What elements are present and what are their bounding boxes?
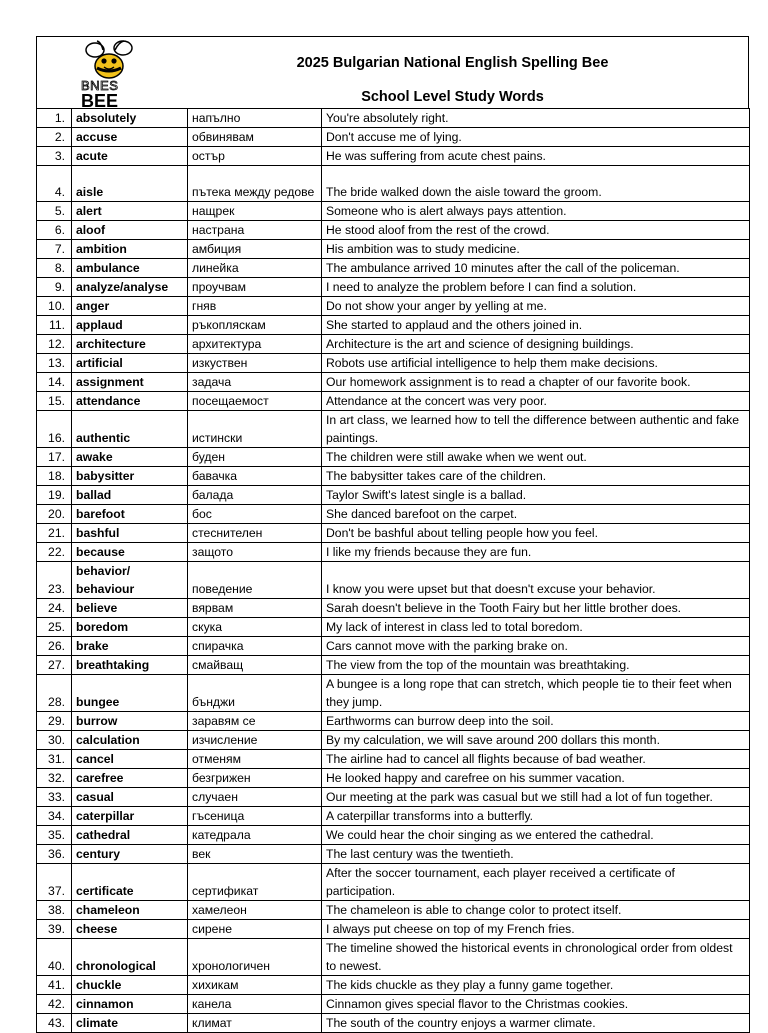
row-number: 11. [37, 316, 72, 335]
row-number: 32. [37, 769, 72, 788]
study-words-sheet [36, 36, 749, 1033]
table-row [37, 486, 750, 505]
example-sentence: She started to applaud and the others joined in. [322, 316, 750, 335]
example-sentence: His ambition was to study medicine. [322, 240, 750, 259]
row-number: 33. [37, 788, 72, 807]
row-number: 42. [37, 995, 72, 1014]
row-number: 17. [37, 448, 72, 467]
table-row [37, 562, 750, 599]
bulgarian-translation: изчисление [188, 731, 322, 750]
spelling-word: bashful [72, 524, 188, 543]
row-number: 38. [37, 901, 72, 920]
spelling-word: analyze/analyse [72, 278, 188, 297]
spelling-word: boredom [72, 618, 188, 637]
spelling-word: awake [72, 448, 188, 467]
table-row [37, 147, 750, 166]
spelling-word: cheese [72, 920, 188, 939]
example-sentence: I like my friends because they are fun. [322, 543, 750, 562]
example-sentence: I know you were upset but that doesn't excuse your behavior. [322, 562, 750, 599]
example-sentence: A caterpillar transforms into a butterfly. [322, 807, 750, 826]
example-sentence: Don't accuse me of lying. [322, 128, 750, 147]
row-number: 27. [37, 656, 72, 675]
spelling-word: authentic [72, 411, 188, 448]
spelling-word: acute [72, 147, 188, 166]
example-sentence: She danced barefoot on the carpet. [322, 505, 750, 524]
table-row [37, 221, 750, 240]
table-row [37, 166, 750, 202]
example-sentence: Attendance at the concert was very poor. [322, 392, 750, 411]
row-number: 12. [37, 335, 72, 354]
document-header [36, 36, 749, 108]
table-row [37, 901, 750, 920]
row-number: 19. [37, 486, 72, 505]
example-sentence: He stood aloof from the rest of the crowd. [322, 221, 750, 240]
example-sentence: By my calculation, we will save around 200 dollars this month. [322, 731, 750, 750]
example-sentence: I always put cheese on top of my French fries. [322, 920, 750, 939]
bulgarian-translation: буден [188, 448, 322, 467]
table-row [37, 524, 750, 543]
table-row [37, 807, 750, 826]
row-number: 36. [37, 845, 72, 864]
example-sentence: Don't be bashful about telling people how you feel. [322, 524, 750, 543]
bulgarian-translation: проучвам [188, 278, 322, 297]
bulgarian-translation: гъсеница [188, 807, 322, 826]
example-sentence: My lack of interest in class led to total boredom. [322, 618, 750, 637]
bulgarian-translation: напълно [188, 109, 322, 128]
bulgarian-translation: обвинявам [188, 128, 322, 147]
row-number: 5. [37, 202, 72, 221]
spelling-word: architecture [72, 335, 188, 354]
table-row [37, 448, 750, 467]
row-number: 43. [37, 1014, 72, 1033]
bulgarian-translation: остър [188, 147, 322, 166]
table-row [37, 505, 750, 524]
table-row [37, 618, 750, 637]
bulgarian-translation: истински [188, 411, 322, 448]
spelling-word: brake [72, 637, 188, 656]
spelling-word: caterpillar [72, 807, 188, 826]
spelling-word: artificial [72, 354, 188, 373]
example-sentence: The last century was the twentieth. [322, 845, 750, 864]
row-number: 1. [37, 109, 72, 128]
row-number: 14. [37, 373, 72, 392]
example-sentence: The airline had to cancel all flights because of bad weather. [322, 750, 750, 769]
example-sentence: Cars cannot move with the parking brake on. [322, 637, 750, 656]
spelling-word: behavior/ behaviour [72, 562, 188, 599]
bulgarian-translation: архитектура [188, 335, 322, 354]
example-sentence: Earthworms can burrow deep into the soil. [322, 712, 750, 731]
spelling-word: applaud [72, 316, 188, 335]
bulgarian-translation: отменям [188, 750, 322, 769]
bulgarian-translation: пътека между редове [188, 166, 322, 202]
table-row [37, 976, 750, 995]
table-row [37, 202, 750, 221]
bulgarian-translation: катедрала [188, 826, 322, 845]
bulgarian-translation: задача [188, 373, 322, 392]
table-row [37, 543, 750, 562]
example-sentence: The chameleon is able to change color to protect itself. [322, 901, 750, 920]
row-number: 22. [37, 543, 72, 562]
table-row [37, 373, 750, 392]
spelling-word: century [72, 845, 188, 864]
spelling-word: ambulance [72, 259, 188, 278]
bulgarian-translation: хамелеон [188, 901, 322, 920]
row-number: 4. [37, 166, 72, 202]
spelling-word: cathedral [72, 826, 188, 845]
bulgarian-translation: вярвам [188, 599, 322, 618]
row-number: 18. [37, 467, 72, 486]
bnes-bee-logo [77, 38, 141, 108]
bulgarian-translation: ръкопляскам [188, 316, 322, 335]
example-sentence: The timeline showed the historical events in chronological order from oldest to newest. [322, 939, 750, 976]
table-row [37, 240, 750, 259]
row-number: 29. [37, 712, 72, 731]
example-sentence: The babysitter takes care of the children. [322, 467, 750, 486]
table-row [37, 712, 750, 731]
example-sentence: Someone who is alert always pays attention. [322, 202, 750, 221]
spelling-word: bungee [72, 675, 188, 712]
document-title: 2025 Bulgarian National English Spelling Bee [296, 55, 609, 71]
spelling-word: breathtaking [72, 656, 188, 675]
spelling-word: ballad [72, 486, 188, 505]
example-sentence: Architecture is the art and science of designing buildings. [322, 335, 750, 354]
bulgarian-translation: защото [188, 543, 322, 562]
bulgarian-translation: сертификат [188, 864, 322, 901]
row-number: 3. [37, 147, 72, 166]
row-number: 20. [37, 505, 72, 524]
table-row [37, 467, 750, 486]
study-words-table [36, 108, 750, 1033]
spelling-word: chameleon [72, 901, 188, 920]
spelling-word: cancel [72, 750, 188, 769]
table-row [37, 656, 750, 675]
table-row [37, 769, 750, 788]
example-sentence: Sarah doesn't believe in the Tooth Fairy but her little brother does. [322, 599, 750, 618]
spelling-word: anger [72, 297, 188, 316]
spelling-word: casual [72, 788, 188, 807]
spelling-word: believe [72, 599, 188, 618]
bulgarian-translation: линейка [188, 259, 322, 278]
table-row [37, 316, 750, 335]
table-row [37, 637, 750, 656]
row-number: 10. [37, 297, 72, 316]
spelling-word: calculation [72, 731, 188, 750]
table-row [37, 675, 750, 712]
spelling-word: cinnamon [72, 995, 188, 1014]
bulgarian-translation: хронологичен [188, 939, 322, 976]
bulgarian-translation: безгрижен [188, 769, 322, 788]
bulgarian-translation: случаен [188, 788, 322, 807]
example-sentence: The bride walked down the aisle toward the groom. [322, 166, 750, 202]
spelling-word: attendance [72, 392, 188, 411]
row-number: 25. [37, 618, 72, 637]
table-row [37, 128, 750, 147]
table-row [37, 995, 750, 1014]
bulgarian-translation: климат [188, 1014, 322, 1033]
row-number: 2. [37, 128, 72, 147]
bulgarian-translation: заравям се [188, 712, 322, 731]
example-sentence: He was suffering from acute chest pains. [322, 147, 750, 166]
bulgarian-translation: хихикам [188, 976, 322, 995]
example-sentence: The view from the top of the mountain was breathtaking. [322, 656, 750, 675]
row-number: 8. [37, 259, 72, 278]
table-row [37, 788, 750, 807]
row-number: 15. [37, 392, 72, 411]
example-sentence: Our homework assignment is to read a chapter of our favorite book. [322, 373, 750, 392]
row-number: 9. [37, 278, 72, 297]
table-row [37, 920, 750, 939]
spelling-word: alert [72, 202, 188, 221]
example-sentence: The children were still awake when we went out. [322, 448, 750, 467]
bulgarian-translation: нащрек [188, 202, 322, 221]
example-sentence: Robots use artificial intelligence to help them make decisions. [322, 354, 750, 373]
table-row [37, 845, 750, 864]
table-row [37, 259, 750, 278]
example-sentence: You're absolutely right. [322, 109, 750, 128]
spelling-word: burrow [72, 712, 188, 731]
spelling-word: assignment [72, 373, 188, 392]
spelling-word: certificate [72, 864, 188, 901]
table-row [37, 1014, 750, 1033]
bulgarian-translation: поведение [188, 562, 322, 599]
table-row [37, 278, 750, 297]
bulgarian-translation: смайващ [188, 656, 322, 675]
bulgarian-translation: канела [188, 995, 322, 1014]
table-row [37, 826, 750, 845]
example-sentence: The ambulance arrived 10 minutes after the call of the policeman. [322, 259, 750, 278]
table-row [37, 109, 750, 128]
example-sentence: We could hear the choir singing as we entered the cathedral. [322, 826, 750, 845]
example-sentence: The kids chuckle as they play a funny game together. [322, 976, 750, 995]
row-number: 24. [37, 599, 72, 618]
table-row [37, 864, 750, 901]
spelling-word: chuckle [72, 976, 188, 995]
example-sentence: Do not show your anger by yelling at me. [322, 297, 750, 316]
table-row [37, 599, 750, 618]
row-number: 6. [37, 221, 72, 240]
table-row [37, 939, 750, 976]
row-number: 16. [37, 411, 72, 448]
row-number: 28. [37, 675, 72, 712]
bulgarian-translation: изкуствен [188, 354, 322, 373]
row-number: 23. [37, 562, 72, 599]
bulgarian-translation: век [188, 845, 322, 864]
bulgarian-translation: бавачка [188, 467, 322, 486]
example-sentence: Cinnamon gives special flavor to the Christmas cookies. [322, 995, 750, 1014]
spelling-word: accuse [72, 128, 188, 147]
example-sentence: A bungee is a long rope that can stretch, which people tie to their feet when they jump. [322, 675, 750, 712]
row-number: 13. [37, 354, 72, 373]
example-sentence: Taylor Swift's latest single is a ballad. [322, 486, 750, 505]
table-row [37, 731, 750, 750]
spelling-word: ambition [72, 240, 188, 259]
bulgarian-translation: бос [188, 505, 322, 524]
bulgarian-translation: стеснителен [188, 524, 322, 543]
logo-bee-text: BEE [81, 91, 119, 108]
spelling-word: aisle [72, 166, 188, 202]
row-number: 30. [37, 731, 72, 750]
row-number: 39. [37, 920, 72, 939]
study-words-body [37, 109, 750, 1033]
row-number: 41. [37, 976, 72, 995]
row-number: 37. [37, 864, 72, 901]
example-sentence: He looked happy and carefree on his summer vacation. [322, 769, 750, 788]
bulgarian-translation: гняв [188, 297, 322, 316]
row-number: 21. [37, 524, 72, 543]
spelling-word: climate [72, 1014, 188, 1033]
bulgarian-translation: скука [188, 618, 322, 637]
row-number: 40. [37, 939, 72, 976]
bulgarian-translation: балада [188, 486, 322, 505]
spelling-word: carefree [72, 769, 188, 788]
example-sentence: After the soccer tournament, each player received a certificate of participation. [322, 864, 750, 901]
logo-bnes-text: BNES [81, 78, 119, 93]
spelling-word: barefoot [72, 505, 188, 524]
row-number: 26. [37, 637, 72, 656]
spelling-word: chronological [72, 939, 188, 976]
example-sentence: The south of the country enjoys a warmer climate. [322, 1014, 750, 1033]
spelling-word: aloof [72, 221, 188, 240]
bulgarian-translation: спирачка [188, 637, 322, 656]
spelling-word: absolutely [72, 109, 188, 128]
bulgarian-translation: сирене [188, 920, 322, 939]
table-row [37, 750, 750, 769]
bulgarian-translation: посещаемост [188, 392, 322, 411]
bulgarian-translation: амбиция [188, 240, 322, 259]
table-row [37, 411, 750, 448]
bulgarian-translation: настрана [188, 221, 322, 240]
table-row [37, 335, 750, 354]
row-number: 34. [37, 807, 72, 826]
row-number: 35. [37, 826, 72, 845]
row-number: 7. [37, 240, 72, 259]
example-sentence: Our meeting at the park was casual but we still had a lot of fun together. [322, 788, 750, 807]
example-sentence: In art class, we learned how to tell the difference between authentic and fake paintings. [322, 411, 750, 448]
bulgarian-translation: бънджи [188, 675, 322, 712]
table-row [37, 354, 750, 373]
spelling-word: because [72, 543, 188, 562]
example-sentence: I need to analyze the problem before I can find a solution. [322, 278, 750, 297]
table-row [37, 297, 750, 316]
spelling-word: babysitter [72, 467, 188, 486]
row-number: 31. [37, 750, 72, 769]
table-row [37, 392, 750, 411]
document-subtitle: School Level Study Words [361, 89, 544, 105]
